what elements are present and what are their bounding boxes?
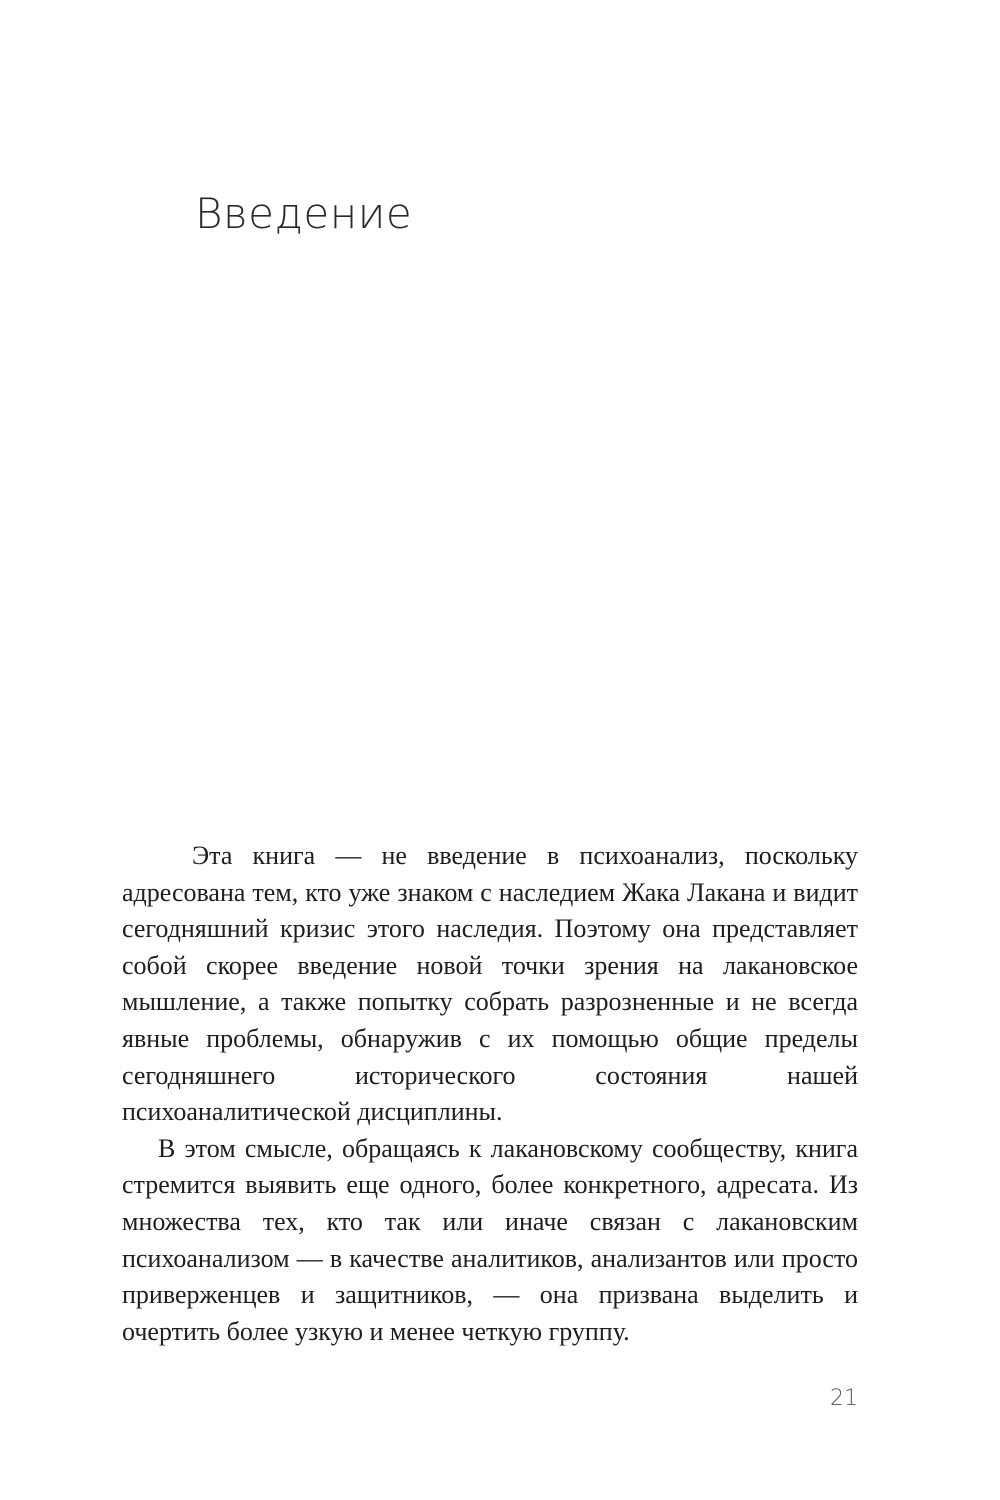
chapter-title: Введение xyxy=(195,189,413,238)
page-number: 21 xyxy=(830,1386,858,1411)
paragraph-2: В этом смысле, обращаясь к лакановскому сообществу, книга стремится выявить еще одного, более конкретного, адресата. Из множества тех, кто так или иначе связан с лакановским психоанализом — в качестве аналитиков, анализантов или просто приверженцев и защитников, — она призвана выделить и очертить более узкую и менее четкую группу. xyxy=(122,1133,858,1346)
body-text xyxy=(122,838,858,1350)
paragraph-1: Эта книга — не введение в психоанализ, поскольку адресована тем, кто уже знаком с наследием Жака Лакана и видит сегодняшний кризис этого наследия. Поэтому она представляет собой скорее введение новой точки зрения на лакановское мышление, а также попытку собрать разрозненные и не всегда явные проблемы, обнаружив с их помощью общие пределы сегодняшнего исторического состояния нашей психоаналитической дисциплины. xyxy=(122,841,858,1127)
